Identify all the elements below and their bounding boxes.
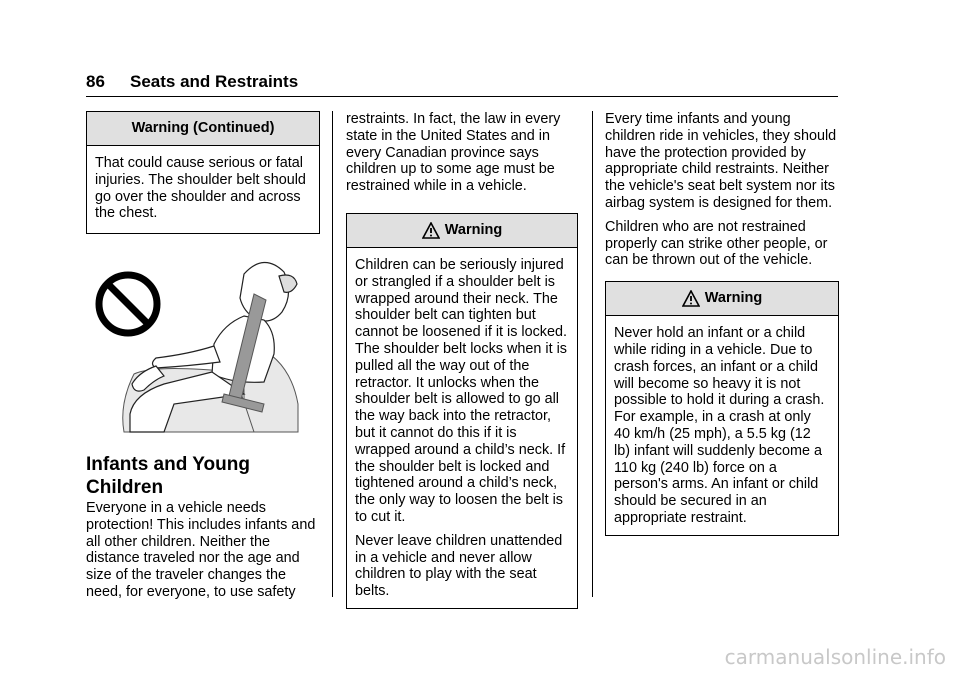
warning-box-neck bbox=[346, 213, 578, 609]
section-title: Seats and Restraints bbox=[130, 72, 299, 91]
intro-paragraph: Everyone in a vehicle needs protection! This includes infants and all other children. Neither the distance traveled nor the age and size of the traveler changes the need, for everyone, to use safety bbox=[86, 500, 316, 600]
warning-continued-text: That could cause serious or fatal injuries. The shoulder belt should go over the shoulder and across the chest. bbox=[95, 155, 306, 222]
col3-paragraph-2: Children who are not restrained properly can strike other people, or can be thrown out of the vehicle. bbox=[605, 218, 828, 269]
warning-text: Never hold an infant or a child while riding in a vehicle. Due to crash forces, an infant or a child will become so heavy it is not possible to hold it during a crash. For example, in a crash at only 40 km/h (25 mph), a 5.5 kg (12 lb) infant will suddenly become a 110 kg (240 lb) force on a person's arms. An infant or child should be secured in an appropriate restraint. bbox=[614, 325, 825, 526]
child-seatbelt-illustration bbox=[94, 254, 300, 434]
warning-triangle-icon bbox=[682, 290, 700, 307]
warning-title: Warning bbox=[704, 290, 763, 307]
warning-continued-box bbox=[86, 111, 320, 234]
warning-triangle-icon bbox=[422, 222, 440, 239]
watermark: carmanualsonline.info bbox=[724, 645, 946, 669]
warning-continued-title: Warning (Continued) bbox=[87, 112, 319, 146]
col3-paragraph-1: Every time infants and young children ride in vehicles, they should have the protection provided by appropriate child restraints. Neither the vehicle's seat belt system nor its airbag system is designed for them. bbox=[605, 111, 837, 211]
warning-paragraph-2: Never leave children unattended in a vehicle and never allow children to play with the seat belts. bbox=[355, 532, 563, 600]
column-divider-2 bbox=[592, 111, 593, 597]
warning-title: Warning bbox=[444, 222, 503, 239]
page-number: 86 bbox=[86, 72, 105, 91]
warning-box-hold bbox=[605, 281, 839, 536]
col2-lead-paragraph: restraints. In fact, the law in every state in the United States and in every Canadian province says children up to some age must be restrained while in a vehicle. bbox=[346, 111, 561, 195]
child-seatbelt-figure bbox=[94, 254, 300, 434]
prohibition-icon bbox=[99, 275, 157, 333]
section-heading: Infants and Young Children bbox=[86, 454, 250, 498]
column-2 bbox=[346, 111, 578, 609]
warning-paragraph-1: Children can be seriously injured or strangled if a shoulder belt is wrapped around their neck. The shoulder belt can tighten but cannot be loosened if it is locked. The shoulder belt locks when it is pulled all the way out of the retractor. It unlocks when the shoulder belt is allowed to go all the way back into the retractor, but it cannot do this if it is wrapped around a child’s neck. If the shoulder belt is locked and tightened around a child’s neck, the only way to loosen the belt is to cut it. bbox=[355, 256, 567, 525]
column-3 bbox=[605, 111, 839, 536]
column-1 bbox=[86, 111, 320, 234]
page-header bbox=[86, 72, 838, 97]
column-divider-1 bbox=[332, 111, 333, 597]
